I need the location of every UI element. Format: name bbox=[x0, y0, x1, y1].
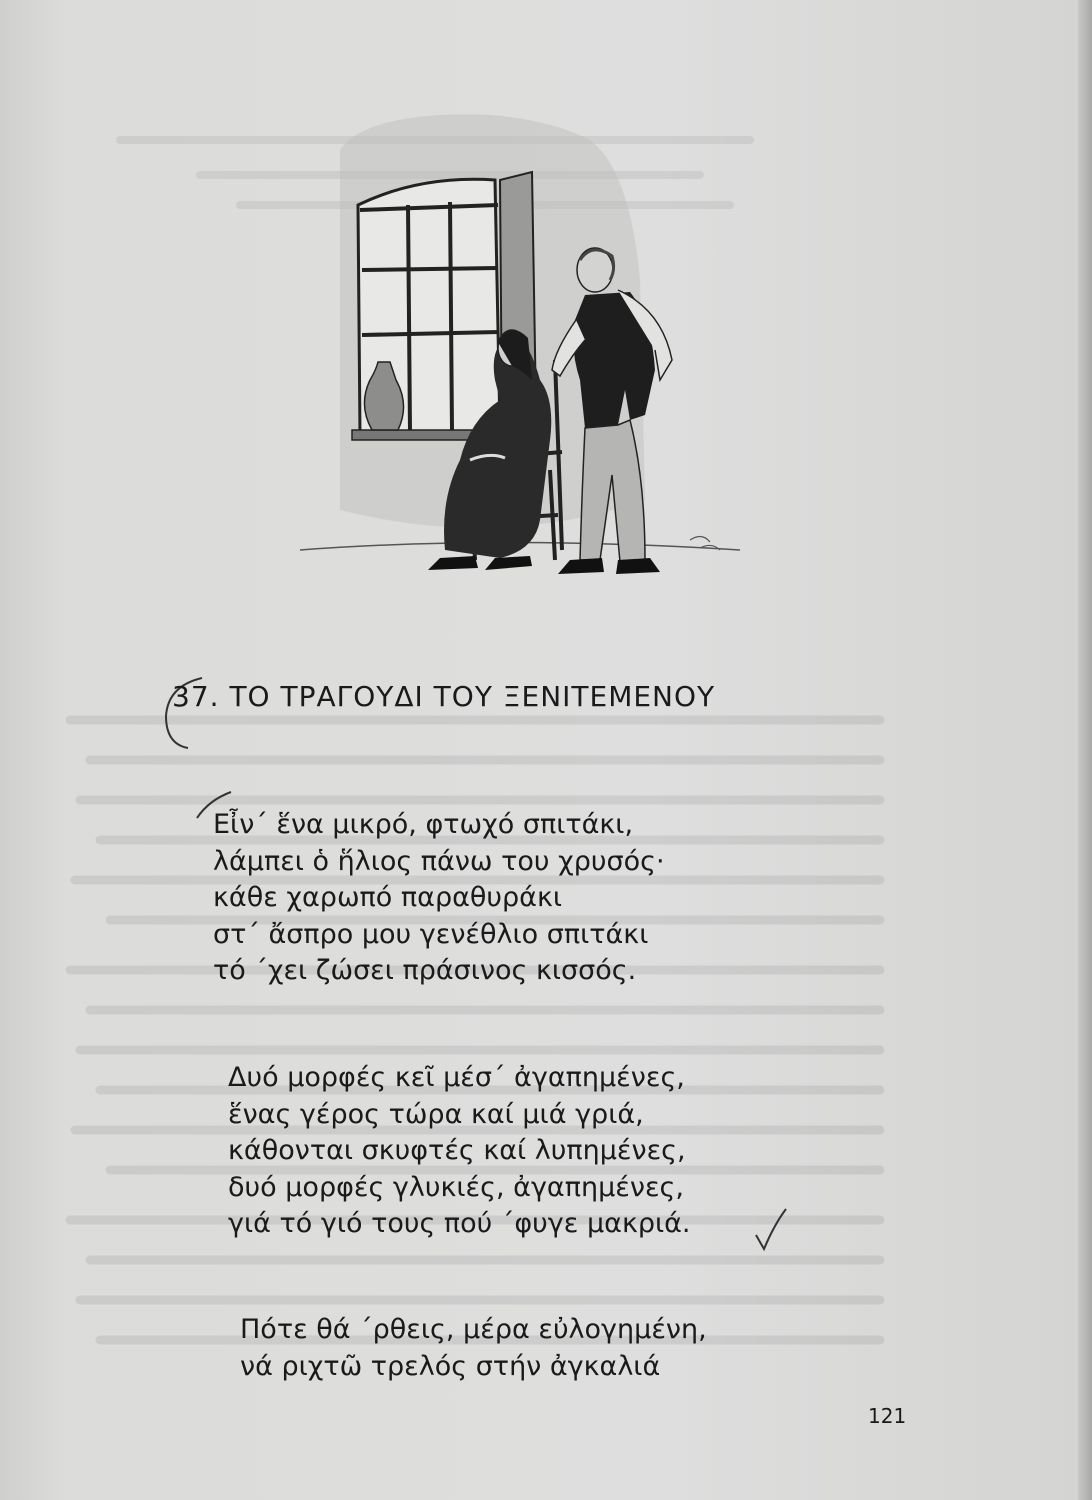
stanza-2 bbox=[228, 1060, 691, 1243]
poem-line: δυό μορφές γλυκιές, ἀγαπημένες, bbox=[228, 1171, 684, 1203]
poem-heading bbox=[172, 680, 715, 713]
poem-line: Δυό μορφές κεῖ μέσ΄ ἀγαπημένες, bbox=[228, 1062, 685, 1093]
stanza-1 bbox=[213, 807, 665, 990]
pencil-check-mark bbox=[752, 1205, 792, 1255]
poem-number: 37. bbox=[172, 680, 220, 713]
bleed-through-body bbox=[60, 700, 890, 1400]
poem-line: νά ριχτῶ τρελός στήν ἀγκαλιά bbox=[240, 1350, 661, 1382]
poem-line: γιά τό γιό τους πού ΄φυγε μακριά. bbox=[228, 1208, 691, 1239]
poem-line: τό ΄χει ζώσει πράσινος κισσός. bbox=[213, 955, 637, 986]
poem-line: Εἶν΄ ἕνα μικρό, φτωχό σπιτάκι, bbox=[213, 809, 634, 840]
poem-line: κάθε χαρωπό παραθυράκι bbox=[213, 882, 563, 913]
poem-line: Πότε θά ΄ρθεις, μέρα εὐλογημένη, bbox=[240, 1314, 707, 1345]
page-number: 121 bbox=[868, 1404, 907, 1428]
poem-line: κάθονται σκυφτές καί λυπημένες, bbox=[228, 1135, 686, 1166]
poem-title: ΤΟ ΤΡΑΓΟΥΔΙ ΤΟΥ ΞΕΝΙΤΕΜΕΝΟΥ bbox=[229, 680, 716, 713]
page-edge bbox=[1078, 0, 1092, 1500]
stanza-3 bbox=[240, 1312, 707, 1385]
elderly-couple-at-window-illustration bbox=[300, 80, 740, 590]
poem-line: στ΄ ἄσπρο μου γενέθλιο σπιτάκι bbox=[213, 918, 649, 950]
poem-line: ἕνας γέρος τώρα καί μιά γριά, bbox=[228, 1098, 644, 1130]
poem-line: λάμπει ὁ ἥλιος πάνω του χρυσός· bbox=[213, 845, 665, 877]
